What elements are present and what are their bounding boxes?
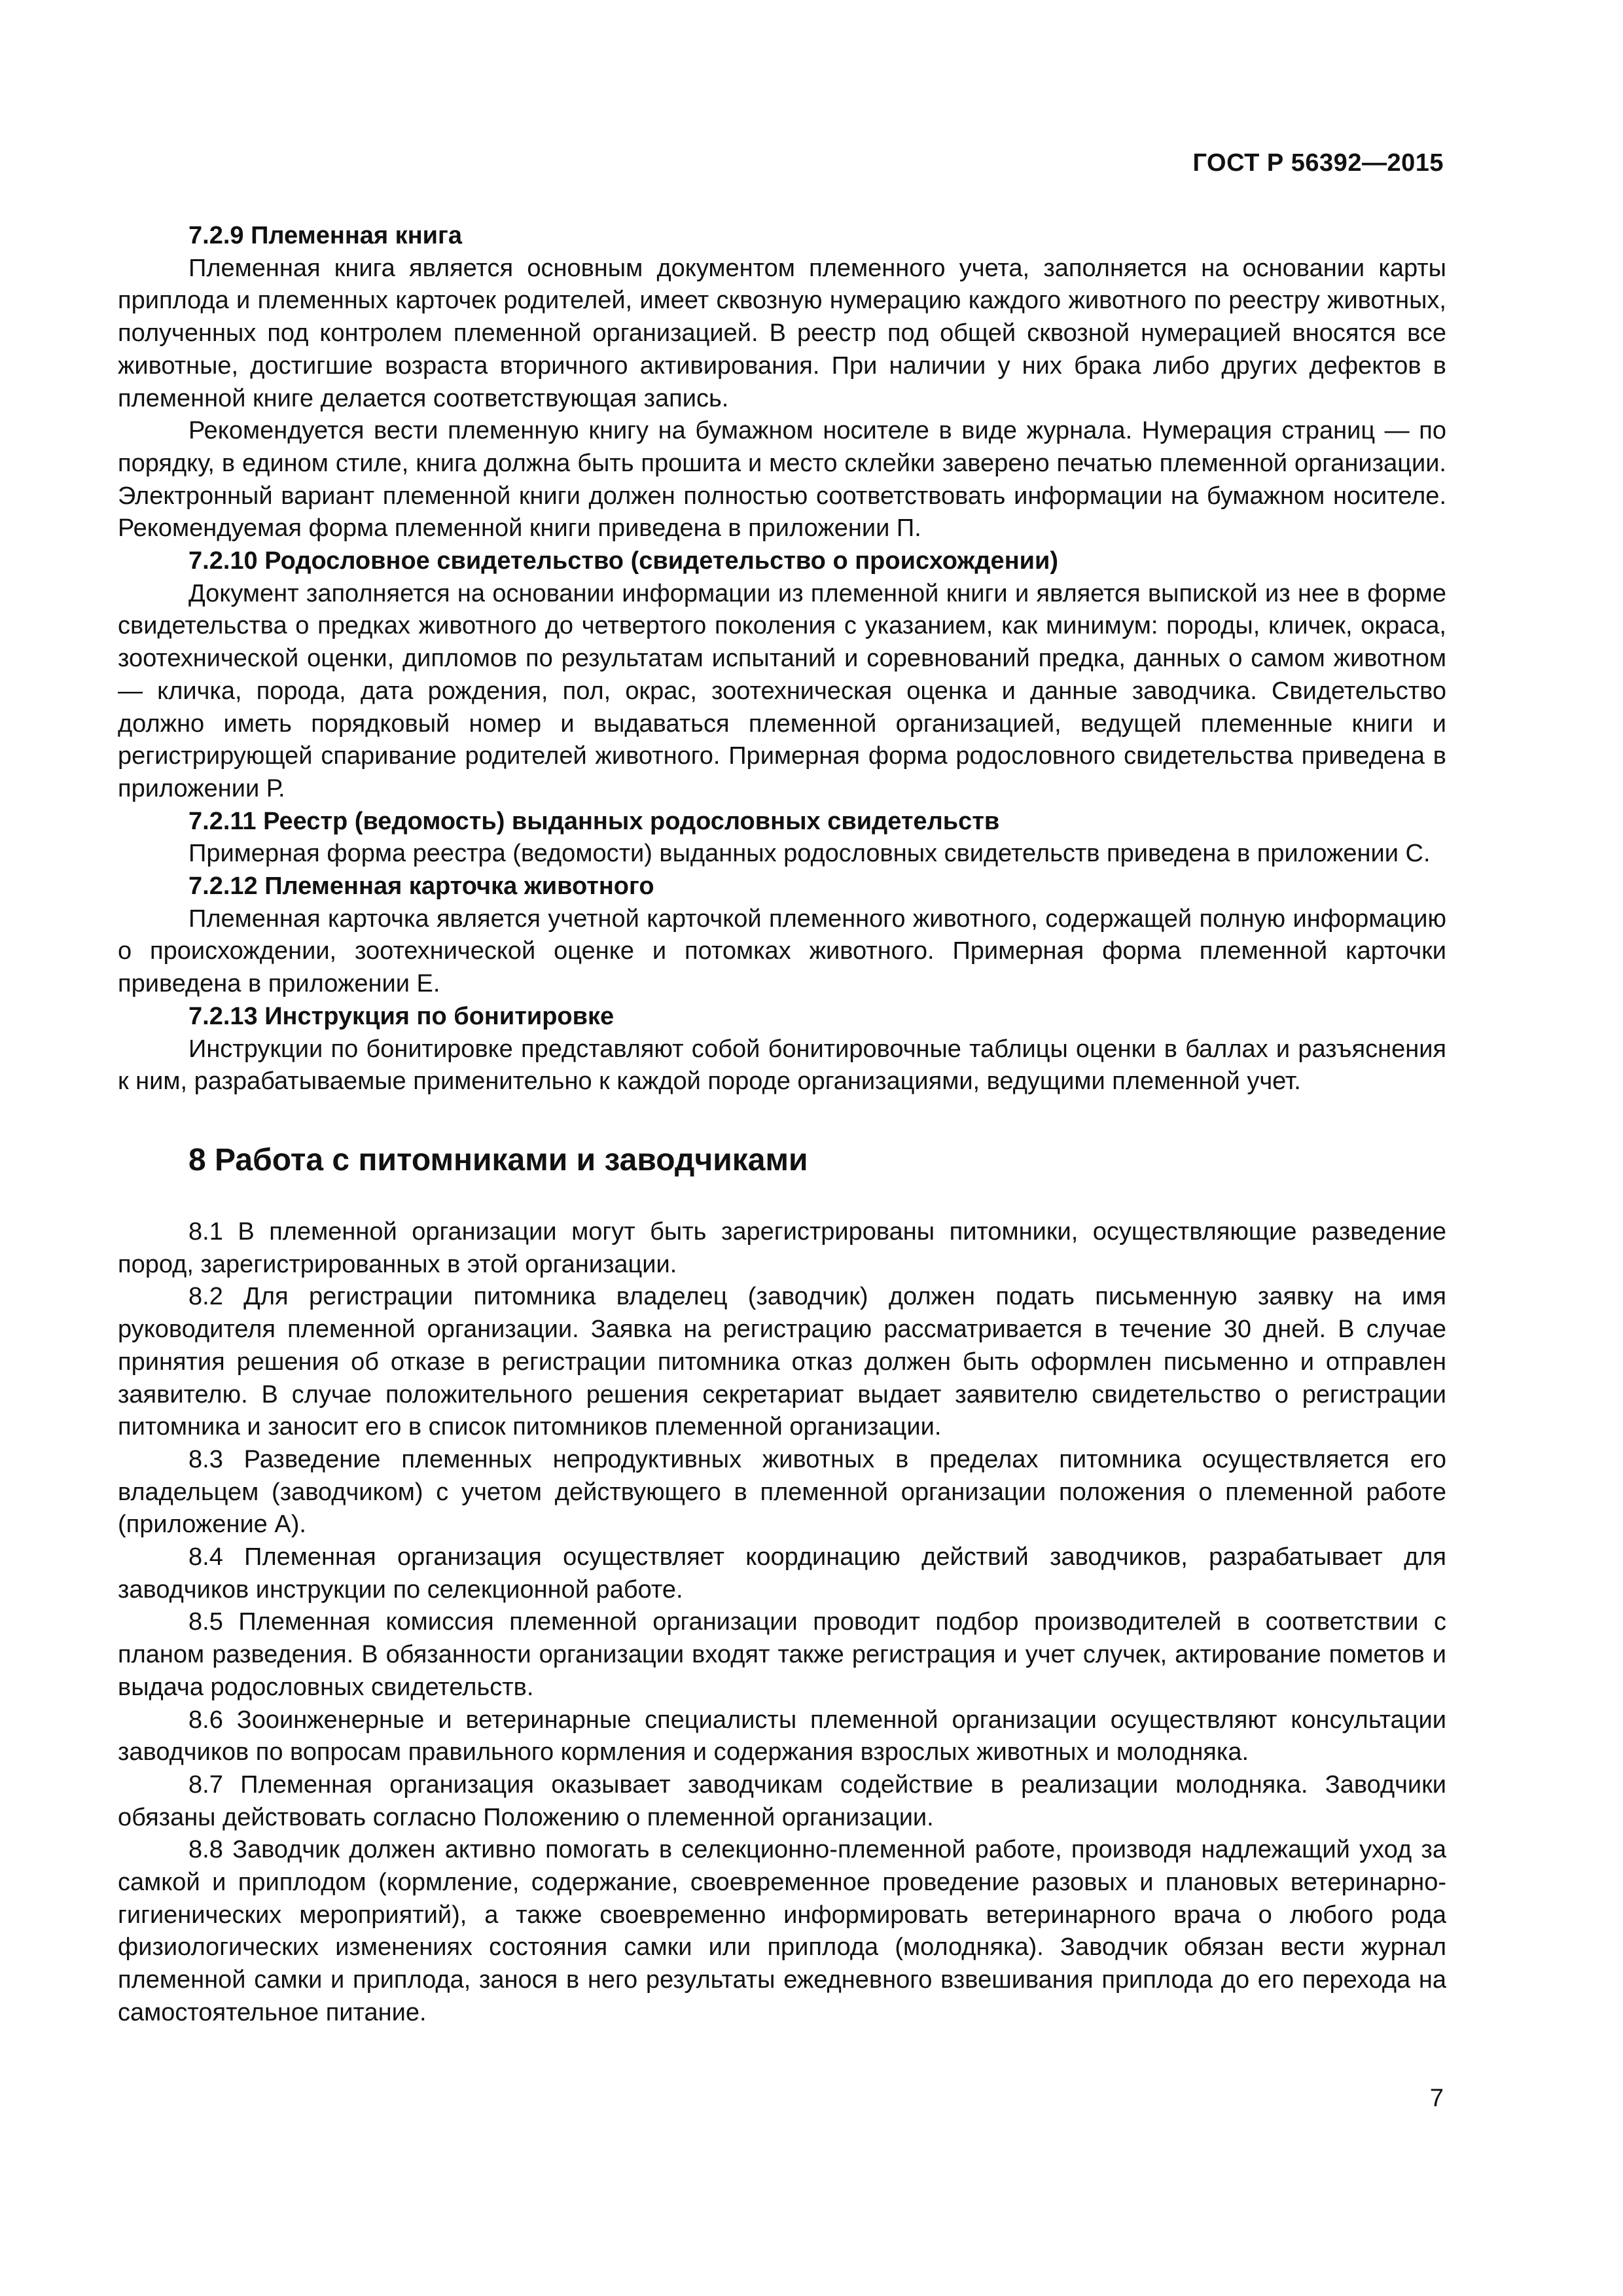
heading-7-2-11: 7.2.11 Реестр (ведомость) выданных родословных свидетельств — [188, 807, 1000, 835]
heading-7-2-13: 7.2.13 Инструкция по бонитировке — [188, 1002, 615, 1030]
paragraph-8-8: 8.8 Заводчик должен активно помогать в селекционно-племенной работе, производя надлежащий уход за самкой и приплодом (кормление, содержание, своевременное проведение разовых и плановых ветеринарно-гигиенических мероприятий), а также своевременно информировать ветеринарного врача о любого рода физиологических изменениях состояния самки или приплода (молодняка). Заводчик обязан вести журнал племенной самки и приплода, занося в него результаты ежедневного взвешивания приплода до его перехода на самостоятельное питание. — [118, 1836, 1446, 2026]
document-id-header: ГОСТ Р 56392—2015 — [1192, 149, 1444, 177]
paragraph-7-2-10-1: Документ заполняется на основании информации из племенной книги и является выпиской из нее в форме свидетельства о предках животного до четвертого поколения с указанием, как минимум: породы, кличек, окраса, зоотехнической оценки, дипломов по результатам испытаний и соревнований предка, данных о самом животном — кличка, порода, дата рождения, пол, окрас, зоотехническая оценка и данные заводчика. Свидетельство должно иметь порядковый номер и выдаваться племенной организацией, ведущей племенные книги и регистрирующей спаривание родителей животного. Примерная форма родословного свидетельства приведена в приложении Р. — [118, 579, 1446, 802]
paragraph-8-4: 8.4 Племенная организация осуществляет координацию действий заводчиков, разрабатывает для заводчиков инструкции по селекционной работе. — [118, 1543, 1446, 1604]
paragraph-8-7: 8.7 Племенная организация оказывает заводчикам содействие в реализации молодняка. Заводчики обязаны действовать согласно Положению о племенной организации. — [118, 1770, 1446, 1831]
paragraph-7-2-12-1: Племенная карточка является учетной карточкой племенного животного, содержащей полную информацию о происхождении, зоотехнической оценке и потомках животного. Примерная форма племенной карточки приведена в приложении Е. — [118, 905, 1446, 998]
paragraph-8-6: 8.6 Зооинженерные и ветеринарные специалисты племенной организации осуществляют консультации заводчиков по вопросам правильного кормления и содержания взрослых животных и молодняка. — [118, 1706, 1446, 1767]
paragraph-7-2-9-2: Рекомендуется вести племенную книгу на бумажном носителе в виде журнала. Нумерация страниц — по порядку, в едином стиле, книга должна быть прошита и место склейки заверено печатью племенной организации. Электронный вариант племенной книги должен полностью соответствовать информации на бумажном носителе. Рекомендуемая форма племенной книги приведена в приложении П. — [118, 417, 1446, 543]
paragraph-8-2: 8.2 Для регистрации питомника владелец (заводчик) должен подать письменную заявку на имя руководителя племенной организации. Заявка на регистрацию рассматривается в течение 30 дней. В случае принятия решения об отказе в регистрации питомника отказ должен быть оформлен письменно и отправлен заявителю. В случае положительного решения секретариат выдает заявителю свидетельство о регистрации питомника и заносит его в список питомников племенной организации. — [118, 1283, 1446, 1441]
heading-7-2-10: 7.2.10 Родословное свидетельство (свидетельство о происхождении) — [188, 547, 1059, 575]
paragraph-7-2-11-1: Примерная форма реестра (ведомости) выданных родословных свидетельств приведена в приложении С. — [188, 840, 1431, 868]
paragraph-7-2-9-1: Племенная книга является основным документом племенного учета, заполняется на основании карты приплода и племенных карточек родителей, имеет сквозную нумерацию каждого животного по реестру животных, полученных под контролем племенной организацией. В реестр под общей сквозной нумерацией вносятся все животные, достигшие возраста вторичного активирования. При наличии у них брака либо других дефектов в племенной книге делается соответствующая запись. — [118, 254, 1446, 412]
heading-7-2-9: 7.2.9 Племенная книга — [188, 222, 462, 249]
paragraph-8-5: 8.5 Племенная комиссия племенной организации проводит подбор производителей в соответствии с планом разведения. В обязанности организации входят также регистрация и учет случек, актирование пометов и выдача родословных свидетельств. — [118, 1608, 1446, 1701]
heading-7-2-12: 7.2.12 Племенная карточка животного — [188, 872, 654, 901]
paragraph-8-1: 8.1 В племенной организации могут быть зарегистрированы питомники, осуществляющие разведение пород, зарегистрированных в этой организации. — [118, 1217, 1446, 1278]
page-number: 7 — [1429, 2085, 1444, 2112]
paragraph-8-3: 8.3 Разведение племенных непродуктивных животных в пределах питомника осуществляется его владельцем (заводчиком) с учетом действующего в племенной организации положения о племенной работе (приложение А). — [118, 1445, 1446, 1539]
document-body — [118, 220, 1446, 2030]
paragraph-7-2-13-1: Инструкции по бонитировке представляют собой бонитировочные таблицы оценки в баллах и разъяснения к ним, разрабатываемые применительно к каждой породе организациями, ведущими племенной учет. — [118, 1035, 1446, 1096]
section-heading-8: 8 Работа с питомниками и заводчиками — [188, 1142, 808, 1177]
